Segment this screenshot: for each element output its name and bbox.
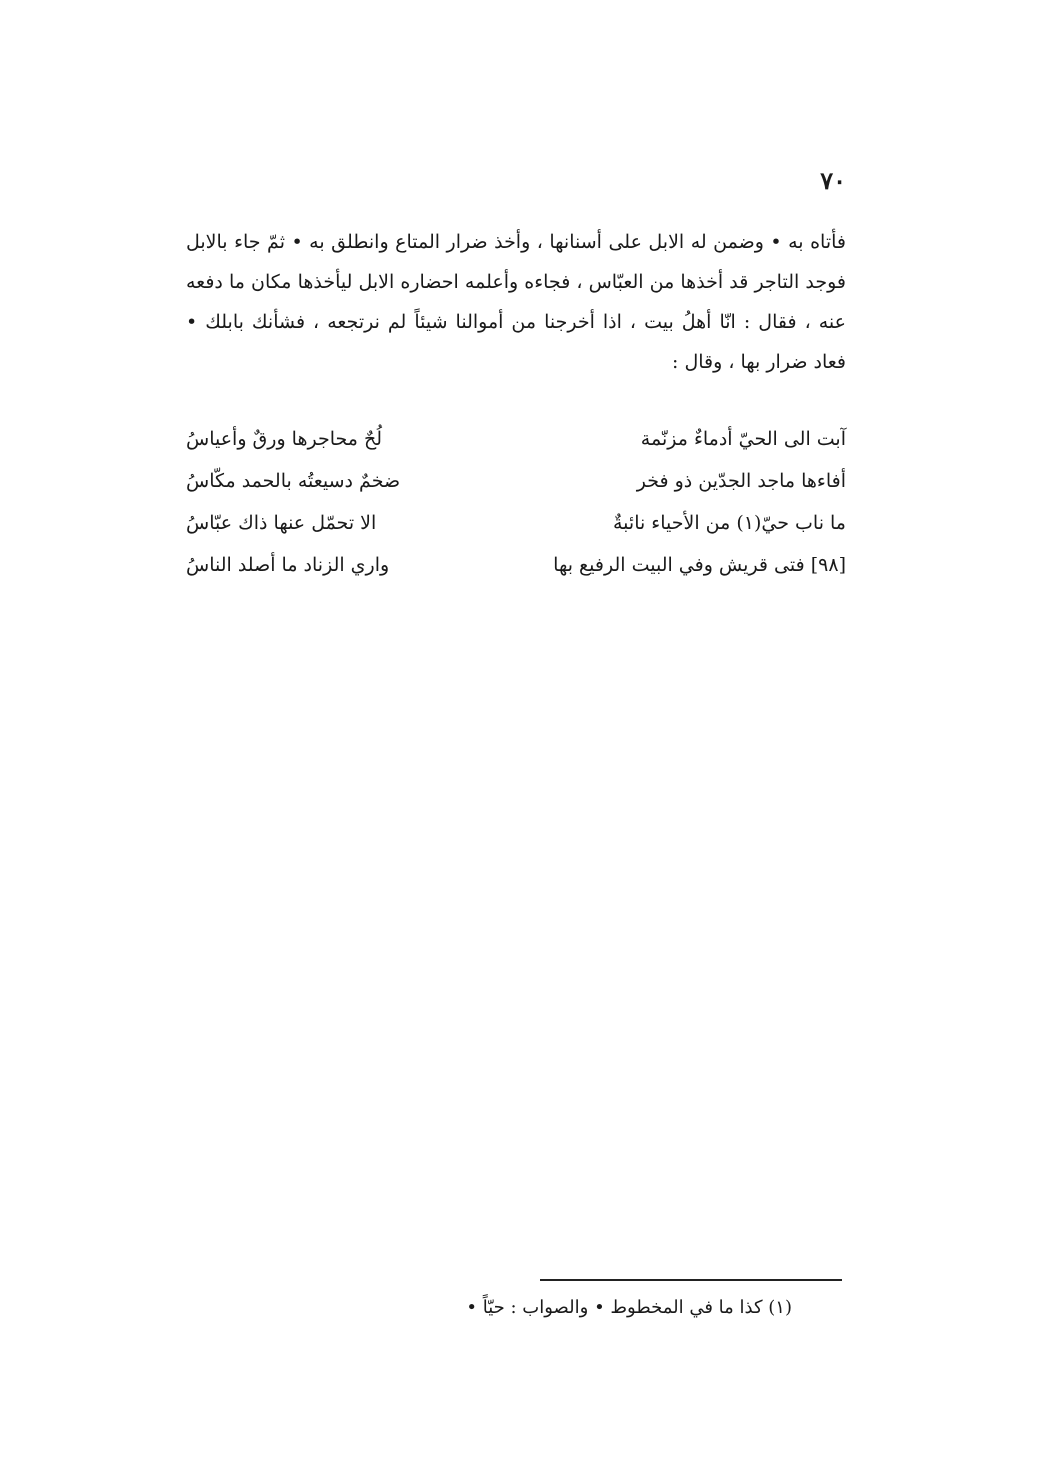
verse-row [186, 544, 846, 586]
page-number: ٧٠ [820, 166, 846, 195]
verse-first-hemistich: أفاءها ماجد الجدّين ذو فخر [636, 470, 846, 492]
verse-second-hemistich: لُحٌ محاجرها ورقٌ وأعياسُ [186, 428, 383, 450]
footnote-divider [540, 1279, 842, 1281]
verse-row [186, 502, 846, 544]
prose-paragraph: فأتاه به • وضمن له الابل على أسنانها ، وأخذ ضرار المتاع وانطلق به • ثمّ جاء بالابل فوجد التاجر قد أخذها من العبّاس ، فجاءه وأعلمه احضاره الابل ليأخذها مكان ما دفعه عنه ، فقال : انّا أهلُ بيت ، اذا أخرجنا من أموالنا شيئاً لم نرتجعه ، فشأنك بابلك • فعاد ضرار بها ، وقال : [186, 231, 846, 373]
verse-row [186, 418, 846, 460]
poem-block [186, 418, 846, 586]
verse-row [186, 460, 846, 502]
verse-second-hemistich: ضخمٌ دسيعتُه بالحمد مكّاسُ [186, 470, 401, 492]
footnote-text: (١) كذا ما في المخطوط • والصواب : حيّاً • [466, 1297, 792, 1318]
verse-second-hemistich: الا تحمّل عنها ذاك عبّاسُ [186, 512, 377, 534]
verse-first-hemistich: [٩٨] فتى قريش وفي البيت الرفيع بها [553, 554, 846, 576]
verse-first-hemistich: ما ناب حيّ(١) من الأحياء نائبةٌ [612, 512, 846, 534]
prose-block [186, 222, 846, 382]
verse-second-hemistich: واري الزناد ما أصلد الناسُ [186, 554, 390, 576]
verse-first-hemistich: آبت الى الحيّ أدماءٌ مزنّمة [640, 428, 846, 450]
